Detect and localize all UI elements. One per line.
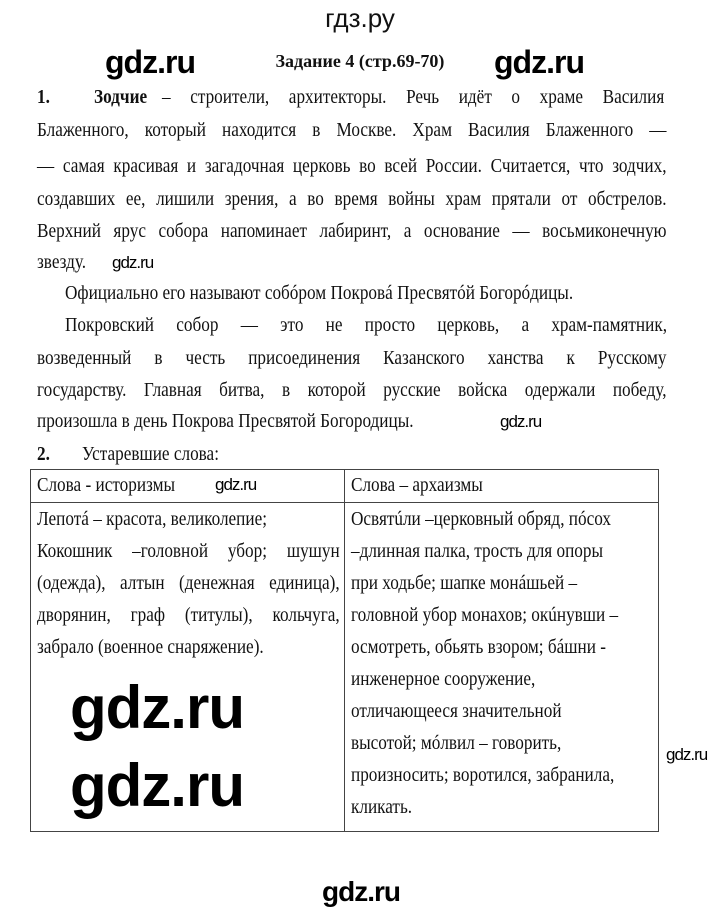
- cell-line: забрало (военное снаряжение).: [37, 636, 264, 658]
- watermark: gdz.ru: [215, 475, 257, 494]
- cell-line: отличающееся значительной: [351, 700, 562, 722]
- text-line: звезду.: [37, 251, 87, 273]
- watermark: gdz.ru: [70, 752, 244, 819]
- cell-line: осмотреть, обьять взором; бáшни -: [351, 636, 606, 658]
- text-line: – строители, архитекторы. Речь идёт о храме Василия: [162, 86, 665, 108]
- header-label: Слова – архаизмы: [351, 474, 483, 496]
- cell-line: при ходьбе; шапке монáшьей –: [351, 572, 578, 594]
- table-cell-archaisms: [345, 503, 659, 832]
- text-line: Официально его называют собóром Покровá Пресвятóй Богорóдицы.: [65, 282, 574, 304]
- cell-line: головной убор монахов; окúнувши –: [351, 604, 619, 626]
- watermark: gdz.ru: [322, 876, 400, 907]
- cell-line: высотой; мóлвил – говорить,: [351, 732, 562, 754]
- text-line: произошла в день Покрова Пресвятой Богородицы.: [37, 410, 414, 432]
- table-header-cell: [345, 470, 659, 503]
- cell-line: Освятúли –церковный обряд, пóсох: [351, 508, 612, 530]
- term: Зодчие: [94, 86, 148, 108]
- section-heading: Устаревшие слова:: [82, 443, 219, 465]
- cell-line: произносить; воротился, забранила,: [351, 764, 615, 786]
- text-line: Верхний ярус собора напоминает лабиринт, а основание — восьмиконечную: [37, 220, 667, 242]
- cell-line: (одежда), алтын (денежная единица),: [37, 572, 340, 594]
- cell-line: инженерное сооружение,: [351, 668, 536, 690]
- table-header-cell: [31, 470, 345, 503]
- watermark: gdz.ru: [112, 253, 154, 272]
- cell-line: кликать.: [351, 796, 413, 818]
- site-header: гдз.ру: [325, 3, 395, 33]
- watermark: gdz.ru: [70, 674, 244, 741]
- text-line: Покровский собор — это не просто церковь, а храм-памятник,: [65, 314, 667, 336]
- text-line: возведенный в честь присоединения Казанского ханства к Русскому: [37, 347, 667, 369]
- text-line: — самая красивая и загадочная церковь во всей России. Считается, что зодчих,: [37, 155, 667, 177]
- section-number: 1.: [37, 86, 50, 108]
- watermark: gdz.ru: [500, 412, 542, 431]
- watermark: gdz.ru: [494, 44, 584, 80]
- cell-line: дворянин, граф (титулы), кольчуга,: [37, 604, 340, 626]
- cell-line: –длинная палка, трость для опоры: [351, 540, 604, 562]
- text-line: Блаженного, который находится в Москве. Храм Василия Блаженного —: [37, 119, 667, 141]
- cell-line: Кокошник –головной убор; шушун: [37, 540, 340, 562]
- text-line: государству. Главная битва, в которой русские войска одержали победу,: [37, 379, 667, 401]
- cell-line: Лепотá – красота, великолепие;: [37, 508, 268, 530]
- header-label: Слова - историзмы: [37, 474, 176, 496]
- watermark: gdz.ru: [666, 745, 708, 764]
- page-title: Задание 4 (стр.69-70): [275, 51, 445, 71]
- section-number: 2.: [37, 443, 50, 465]
- text-line: создавших ее, лишили зрения, а во время войны храм прятали от обстрелов.: [37, 188, 667, 210]
- watermark: gdz.ru: [105, 44, 195, 80]
